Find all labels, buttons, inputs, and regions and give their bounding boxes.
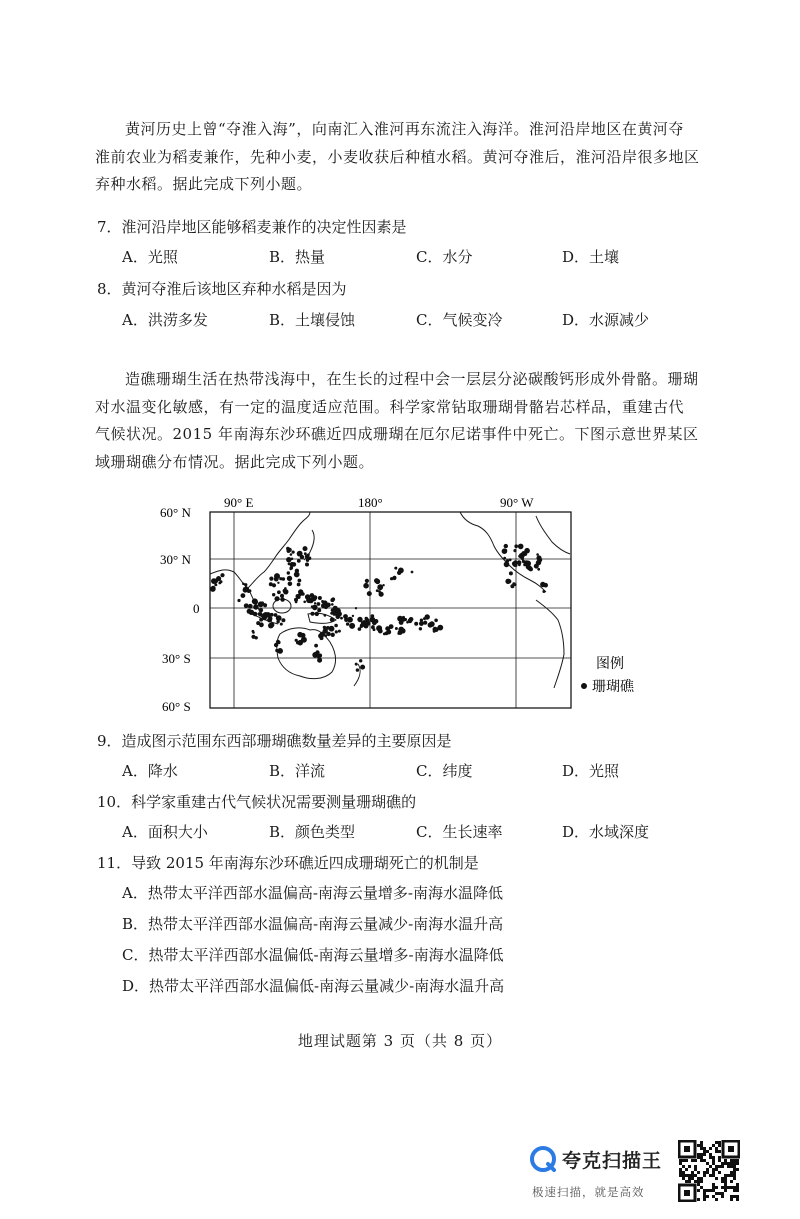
reef-dot [324,614,327,617]
reef-dot [290,553,293,556]
reef-dot [433,627,438,632]
reef-dot [335,630,338,633]
passage-1-line: 弃种水稻。据此完成下列小题。 [95,175,313,193]
legend-title: 图例 [596,656,624,672]
reef-dot [253,599,258,604]
q9-option-b[interactable]: B．洋流 [269,762,326,780]
reef-dot [521,557,524,560]
reef-dot [349,623,355,629]
scanner-slogan: 极速扫描，就是高效 [532,1185,645,1199]
reef-dot [304,552,307,555]
reef-dot [335,613,340,618]
new-zealand [354,664,360,686]
legend-reef-symbol [581,683,587,689]
reef-dot [340,617,343,620]
reef-dot [536,555,541,560]
reef-dot [241,593,246,598]
reef-dot [534,564,539,569]
reef-dot [247,609,252,614]
reef-dot [333,609,337,613]
reef-dot [306,598,312,604]
reef-dot [513,549,516,552]
reef-dot [220,580,223,583]
reef-dot [286,557,291,562]
question-9-options [122,760,682,780]
reef-dot [298,579,302,583]
reef-dot [317,658,322,663]
reef-dot [419,627,422,630]
reef-dot [297,551,303,557]
reef-dot [382,584,384,586]
reef-dot [358,627,362,631]
hawaii-mark [411,571,414,574]
reef-dot [408,618,413,623]
q9-option-a[interactable]: A．降水 [122,762,178,780]
passage-2-line: 气候状况。2015 年南海东沙环礁近四成珊瑚在厄尔尼诺事件中死亡。下图示意世界某区 [95,425,699,443]
reef-dot [276,620,279,623]
scanner-logo-icon [530,1146,556,1172]
reef-dot [333,613,336,616]
reef-dot [261,601,264,604]
q8-option-a[interactable]: A．洪涝多发 [122,311,208,329]
reef-dot [275,597,279,601]
reef-dot [397,633,399,635]
reef-dot [280,623,283,626]
reef-dot [321,603,326,608]
reef-dot [334,624,338,628]
reef-dot [360,665,365,670]
reef-dot [237,599,240,602]
q11-option-a[interactable]: A．热带太平洋西部水温偏高-南海云量增多-南海水温降低 [122,884,503,902]
reef-dot [307,553,310,556]
reef-dot [282,577,286,581]
reef-dot [243,587,248,592]
reef-dot [276,640,280,644]
reef-dot [311,612,315,616]
reef-dot [522,560,525,563]
reef-dot [390,577,393,580]
reef-dot [305,563,309,567]
reef-dot [259,613,262,616]
reef-dot [537,568,540,571]
reef-dot [430,622,433,625]
south-america-coast [536,600,564,688]
reef-dot [277,590,281,594]
reef-dot [213,579,217,583]
q7-option-d[interactable]: D．土壤 [562,248,620,266]
q7-option-c[interactable]: C．水分 [416,248,473,266]
reef-dot [394,567,397,570]
reef-dot [509,558,512,561]
q7-option-a[interactable]: A．光照 [122,248,178,266]
q11-option-c[interactable]: C．热带太平洋西部水温偏低-南海云量增多-南海水温降低 [122,946,504,964]
reef-dot [389,624,394,629]
reef-dot [303,546,308,551]
reef-dot [355,607,357,609]
reef-dot [377,584,383,590]
passage-2-line: 造礁珊瑚生活在热带浅海中，在生长的过程中会一层层分泌碳酸钙形成外骨骼。珊瑚 [125,370,699,388]
reef-dot [280,597,284,601]
reef-dot [326,603,331,608]
reef-dot [252,631,255,634]
reef-dot [298,593,302,597]
reef-dot [272,583,276,587]
reef-dot [220,573,224,577]
question-10-stem: 10．科学家重建古代气候状况需要测量珊瑚礁的 [97,793,417,811]
map-frame [210,512,571,708]
reef-dot [331,633,335,637]
reef-dot [414,622,418,626]
reef-dot [297,559,301,563]
reef-dot [374,578,379,583]
question-9-stem: 9．造成图示范围东西部珊瑚礁数量差异的主要原因是 [97,732,452,750]
reef-dot [510,584,514,588]
reef-dot [434,619,438,623]
coral-reef-map [160,496,690,716]
reef-dot [277,582,279,584]
reef-dot [543,584,545,586]
reef-dot [346,622,349,625]
reef-dot [524,548,530,554]
reef-dot [295,601,298,604]
reef-dot [365,579,369,583]
reef-dot [253,612,258,617]
q10-option-c[interactable]: C．生长速率 [416,823,503,841]
q10-option-a[interactable]: A．面积大小 [122,823,208,841]
reef-dot [317,602,321,606]
reef-dot [513,562,518,567]
reef-dot [264,612,269,617]
reef-dot [505,579,510,584]
reef-dot [313,654,315,656]
reef-dot [312,595,317,600]
reef-dot [292,562,297,567]
q8-option-c[interactable]: C．气候变冷 [416,311,503,329]
reef-dot [272,593,275,596]
reef-dot [280,594,284,598]
reef-dot [419,621,424,626]
reef-dot [331,597,335,601]
passage-2-line: 域珊瑚礁分布情况。据此完成下列小题。 [95,452,375,471]
reef-dot [356,668,359,671]
q10-option-d[interactable]: D．水域深度 [562,823,650,841]
reef-dot [287,576,292,581]
reef-dot [366,621,371,626]
lat-label-30s: 30° S [162,651,191,666]
reef-dot [244,604,249,609]
q11-option-b[interactable]: B．热带太平洋西部水温偏高-南海云量减少-南海水温升高 [122,915,504,933]
question-8-options [122,309,682,329]
reef-dot [269,577,273,581]
reef-dot [315,612,319,616]
reef-dot [514,584,517,587]
reef-dot [437,625,443,631]
question-7-options [122,246,682,266]
reef-dot [259,618,263,622]
lat-label-30n: 30° N [160,552,191,567]
reef-dot [374,619,379,624]
reef-dot [536,553,539,556]
reef-dot [286,549,290,553]
reef-dot [386,630,391,635]
lat-label-equator: 0 [193,601,200,616]
reef-dot [298,596,301,599]
page-footer: 地理试题第 3 页（共 8 页） [297,1032,503,1050]
reef-dot [365,617,369,621]
reef-dot [259,622,264,627]
reef-dot [503,557,506,560]
lon-label-90e: 90° E [224,496,254,510]
reef-dot [359,659,362,662]
q9-option-d[interactable]: D．光照 [562,762,620,780]
reef-dot [347,617,353,623]
reef-dot [378,629,383,634]
passage-1 [95,116,715,199]
reef-dot [242,583,245,586]
map-svg [160,496,690,716]
reef-dot [363,583,369,589]
reef-dot [267,618,272,623]
reef-dot [323,626,326,629]
lon-label-180: 180° [358,496,383,510]
reef-dot [295,639,298,642]
question-8-stem: 8．黄河夺淮后该地区弃种水稻是因为 [97,280,347,298]
reef-dot [400,628,405,633]
reef-dot [294,572,300,578]
reef-dot [297,632,303,638]
reef-dot [210,586,216,592]
reef-dot [314,602,316,604]
reef-dot [326,626,330,630]
reef-dot [287,571,290,574]
reef-dot [303,601,306,604]
q9-option-c[interactable]: C．纬度 [416,762,473,780]
reef-dot [352,615,354,617]
passage-2 [95,366,715,476]
reef-dot [355,663,358,666]
lat-label-60n: 60° N [160,505,191,520]
reef-dot [371,614,375,618]
reef-dot [288,582,293,587]
scanner-watermark [530,1140,780,1210]
reef-dot [318,596,322,600]
scanner-name: 夸克扫描王 [562,1150,663,1172]
reef-dot [331,627,334,630]
reef-dot [290,566,294,570]
reef-dot [373,628,376,631]
legend-reef-label: 珊瑚礁 [592,679,634,695]
question-11-stem: 11．导致 2015 年南海东沙环礁近四成珊瑚死亡的机制是 [97,854,479,872]
reef-dot [277,648,283,654]
lat-label-60s: 60° S [162,699,191,714]
reef-dot [297,583,301,587]
north-america-east [536,516,570,554]
reef-dot [327,632,330,635]
reef-dot [401,620,404,623]
qr-code [678,1140,740,1202]
reef-dot [292,551,295,554]
passage-1-line: 黄河历史上曾“夺淮入海”，向南汇入淮河再东流注入海洋。淮河沿岸地区在黄河夺 [125,120,684,138]
reef-dot [268,623,274,629]
question-10-options [122,821,682,841]
q8-option-b[interactable]: B．土壤侵蚀 [269,311,356,329]
q11-option-d[interactable]: D．热带太平洋西部水温偏低-南海云量减少-南海水温升高 [122,977,505,995]
reef-dot [330,617,335,622]
reef-dot [424,617,427,620]
reef-dot [281,618,285,622]
reef-dot [320,636,324,640]
reef-dot [283,589,287,593]
reef-dot [514,544,518,548]
reef-dot [251,635,255,639]
reef-dot [248,604,253,609]
reef-dot [297,640,303,646]
reef-dot [274,577,279,582]
reef-dot [288,563,291,566]
reef-dot [524,553,527,556]
reef-dot [526,564,531,569]
reef-dot [259,608,263,612]
passage-1-line: 淮前农业为稻麦兼作，先种小麦，小麦收获后种植水稻。黄河夺淮后，淮河沿岸很多地区 [95,147,700,166]
reef-dot [253,605,256,608]
reef-dot [367,591,372,596]
question-7-stem: 7．淮河沿岸地区能够稻麦兼作的决定性因素是 [97,218,407,236]
reef-dot [397,571,401,575]
reef-dot [311,605,313,607]
passage-2-line: 对水温变化敏感，有一定的温度适应范围。科学家常钻取珊瑚骨骼岩芯样品，重建古代 [95,397,685,416]
q8-option-d[interactable]: D．水源减少 [562,311,650,329]
q10-option-b[interactable]: B．颜色类型 [269,823,356,841]
reef-dot [395,627,398,630]
reef-dot [314,644,318,648]
lon-label-90w: 90° W [500,496,534,510]
reef-dot [378,590,381,593]
reef-dot [542,590,545,593]
reef-dot [317,608,321,612]
reef-dot [361,621,364,624]
reef-dot [504,544,508,548]
reef-dot [506,559,510,563]
reef-dot [518,544,524,550]
reef-dot [509,571,513,575]
q7-option-b[interactable]: B．热量 [269,248,326,266]
reef-dot [504,549,507,552]
reef-dot [331,603,334,606]
reef-dot [338,630,341,633]
